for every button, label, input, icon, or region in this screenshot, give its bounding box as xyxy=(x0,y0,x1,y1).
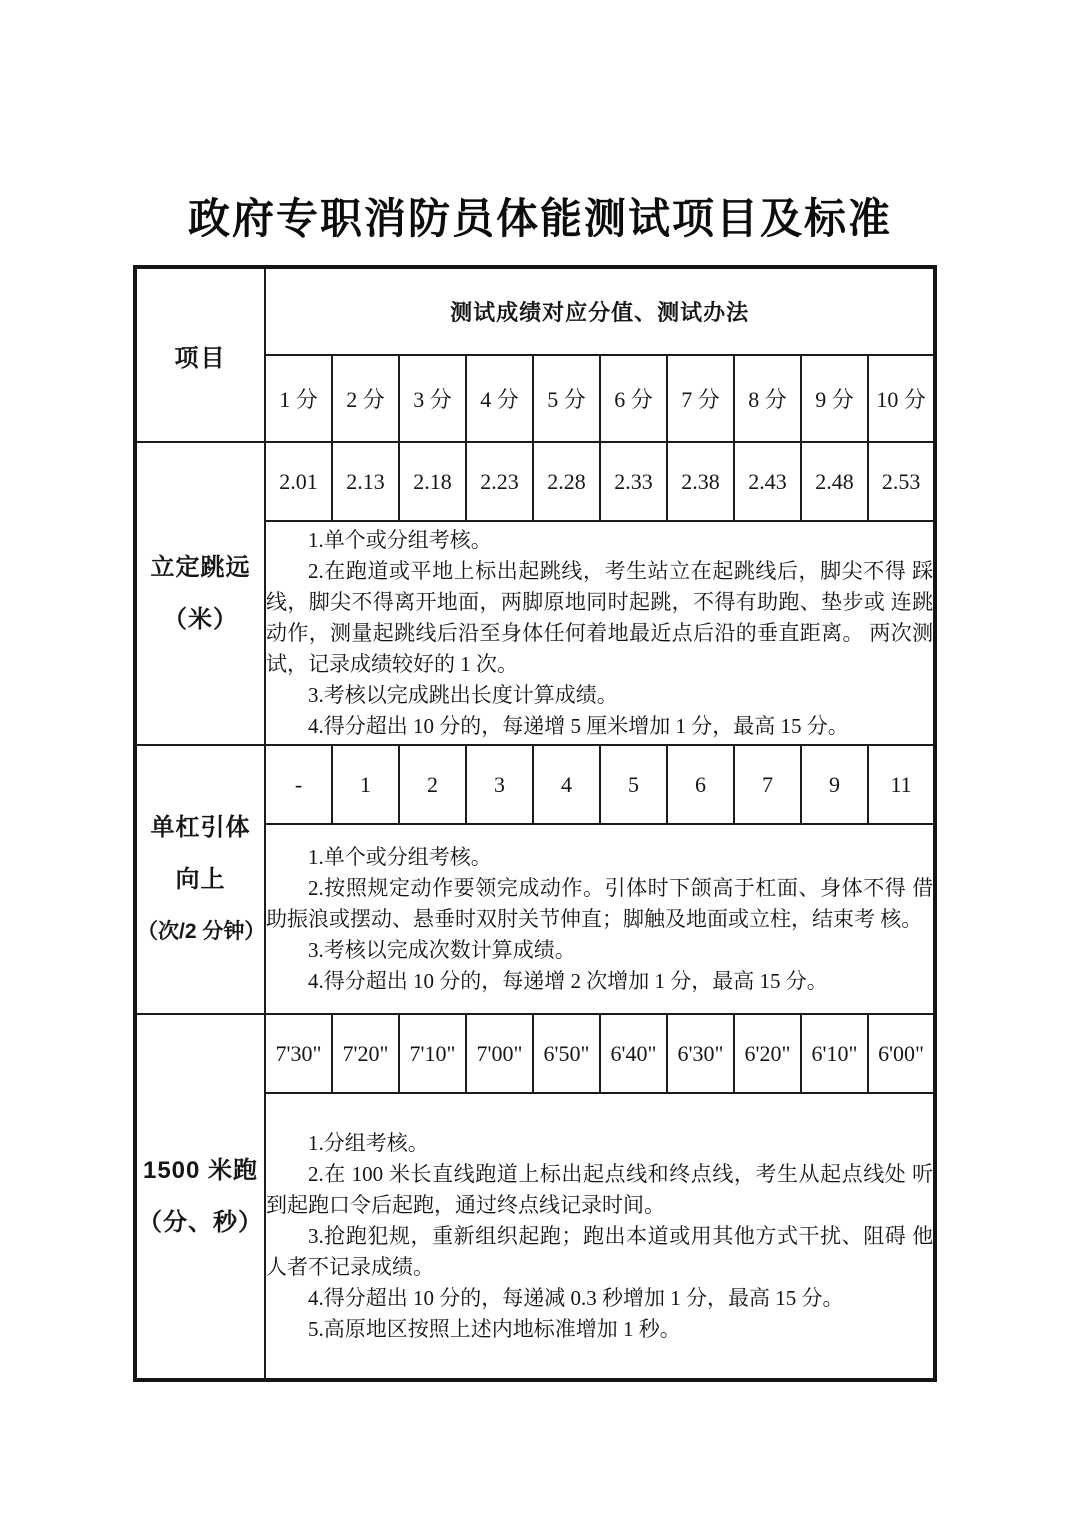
header-item-cell: 项目 xyxy=(135,267,265,442)
value-cell: 5 xyxy=(600,745,667,824)
value-cell: 2.28 xyxy=(533,442,600,521)
value-cell: 3 xyxy=(466,745,533,824)
value-cell: 2.38 xyxy=(667,442,734,521)
jump-values-row xyxy=(135,442,935,521)
value-cell: 2.53 xyxy=(868,442,935,521)
item-name-line: 单杠引体 xyxy=(150,813,251,841)
method-paragraph: 1.单个或分组考核。 xyxy=(308,527,492,552)
value-cell: 2.18 xyxy=(399,442,466,521)
method-paragraph: 3.抢跑犯规，重新组织起跑；跑出本道或用其他方式干扰、阻碍 他人者不记录成绩。 xyxy=(266,1223,934,1279)
header-scores-cell: 测试成绩对应分值、测试办法 xyxy=(265,267,935,355)
item-name-line: 向上 xyxy=(175,865,226,893)
value-cell: 7'10" xyxy=(399,1014,466,1093)
value-cell: 2.33 xyxy=(600,442,667,521)
score-header-cell: 2 分 xyxy=(332,355,399,442)
method-paragraph: 2.按照规定动作要领完成动作。引体时下颌高于杠面、身体不得 借助振浪或摆动、悬垂时双肘关节伸直；脚触及地面或立柱，结束考 核。 xyxy=(266,875,934,931)
item-name-line: 立定跳远 xyxy=(150,553,251,581)
method-paragraph: 1.分组考核。 xyxy=(308,1130,429,1155)
page-title: 政府专职消防员体能测试项目及标准 xyxy=(187,197,892,243)
value-cell: 2.13 xyxy=(332,442,399,521)
item-name-line: （次/2 分钟） xyxy=(137,919,266,943)
method-paragraph: 3.考核以完成跳出长度计算成绩。 xyxy=(308,682,618,707)
value-cell: 7 xyxy=(734,745,801,824)
score-header-cell: 7 分 xyxy=(667,355,734,442)
method-paragraph: 3.考核以完成次数计算成绩。 xyxy=(308,937,576,962)
score-header-cell: 9 分 xyxy=(801,355,868,442)
value-cell: 2.01 xyxy=(265,442,332,521)
method-cell-pullup xyxy=(265,824,935,1014)
value-cell: 1 xyxy=(332,745,399,824)
score-header-cell: 8 分 xyxy=(734,355,801,442)
score-header-cell: 3 分 xyxy=(399,355,466,442)
standards-table xyxy=(133,265,937,1382)
value-cell: 9 xyxy=(801,745,868,824)
item-name-cell-jump xyxy=(135,442,265,745)
item-name-line: （分、秒） xyxy=(138,1208,263,1236)
value-cell: 6'10" xyxy=(801,1014,868,1093)
score-header-cell: 1 分 xyxy=(265,355,332,442)
method-paragraph: 2.在跑道或平地上标出起跳线，考生站立在起跳线后，脚尖不得 踩线，脚尖不得离开地面，两脚原地同时起跳，不得有助跑、垫步或 连跳动作，测量起跳线后沿至身体任何着地最近点后沿的垂直距离。 两次测试，记录成绩较好的 1 次。 xyxy=(266,558,934,676)
value-cell: - xyxy=(265,745,332,824)
value-cell: 2.23 xyxy=(466,442,533,521)
method-paragraph: 4.得分超出 10 分的，每递增 5 厘米增加 1 分，最高 15 分。 xyxy=(308,713,849,738)
value-cell: 7'00" xyxy=(466,1014,533,1093)
score-header-cell: 5 分 xyxy=(533,355,600,442)
value-cell: 6'50" xyxy=(533,1014,600,1093)
value-cell: 6'20" xyxy=(734,1014,801,1093)
run-values-row xyxy=(135,1014,935,1093)
item-name-cell-pullup xyxy=(135,745,265,1014)
value-cell: 7'30" xyxy=(265,1014,332,1093)
method-paragraph: 1.单个或分组考核。 xyxy=(308,844,492,869)
value-cell: 4 xyxy=(533,745,600,824)
method-paragraph: 2.在 100 米长直线跑道上标出起点线和终点线，考生从起点线处 听到起跑口令后起跑，通过终点线记录时间。 xyxy=(266,1161,934,1217)
value-cell: 2.48 xyxy=(801,442,868,521)
item-name-cell-run xyxy=(135,1014,265,1380)
value-cell: 2 xyxy=(399,745,466,824)
score-header-cell: 10 分 xyxy=(868,355,935,442)
pullup-values-row xyxy=(135,745,935,824)
value-cell: 11 xyxy=(868,745,935,824)
item-name-line: （米） xyxy=(163,605,238,633)
method-paragraph: 4.得分超出 10 分的，每递减 0.3 秒增加 1 分，最高 15 分。 xyxy=(308,1285,844,1310)
value-cell: 6'00" xyxy=(868,1014,935,1093)
item-name-line: 1500 米跑 xyxy=(142,1156,259,1184)
value-cell: 6'30" xyxy=(667,1014,734,1093)
value-cell: 2.43 xyxy=(734,442,801,521)
method-cell-jump xyxy=(265,521,935,745)
method-cell-run xyxy=(265,1093,935,1380)
value-cell: 6 xyxy=(667,745,734,824)
score-header-cell: 6 分 xyxy=(600,355,667,442)
method-paragraph: 5.高原地区按照上述内地标准增加 1 秒。 xyxy=(308,1316,681,1341)
header-row xyxy=(135,267,935,355)
value-cell: 6'40" xyxy=(600,1014,667,1093)
method-paragraph: 4.得分超出 10 分的，每递增 2 次增加 1 分，最高 15 分。 xyxy=(308,968,828,993)
value-cell: 7'20" xyxy=(332,1014,399,1093)
score-header-cell: 4 分 xyxy=(466,355,533,442)
